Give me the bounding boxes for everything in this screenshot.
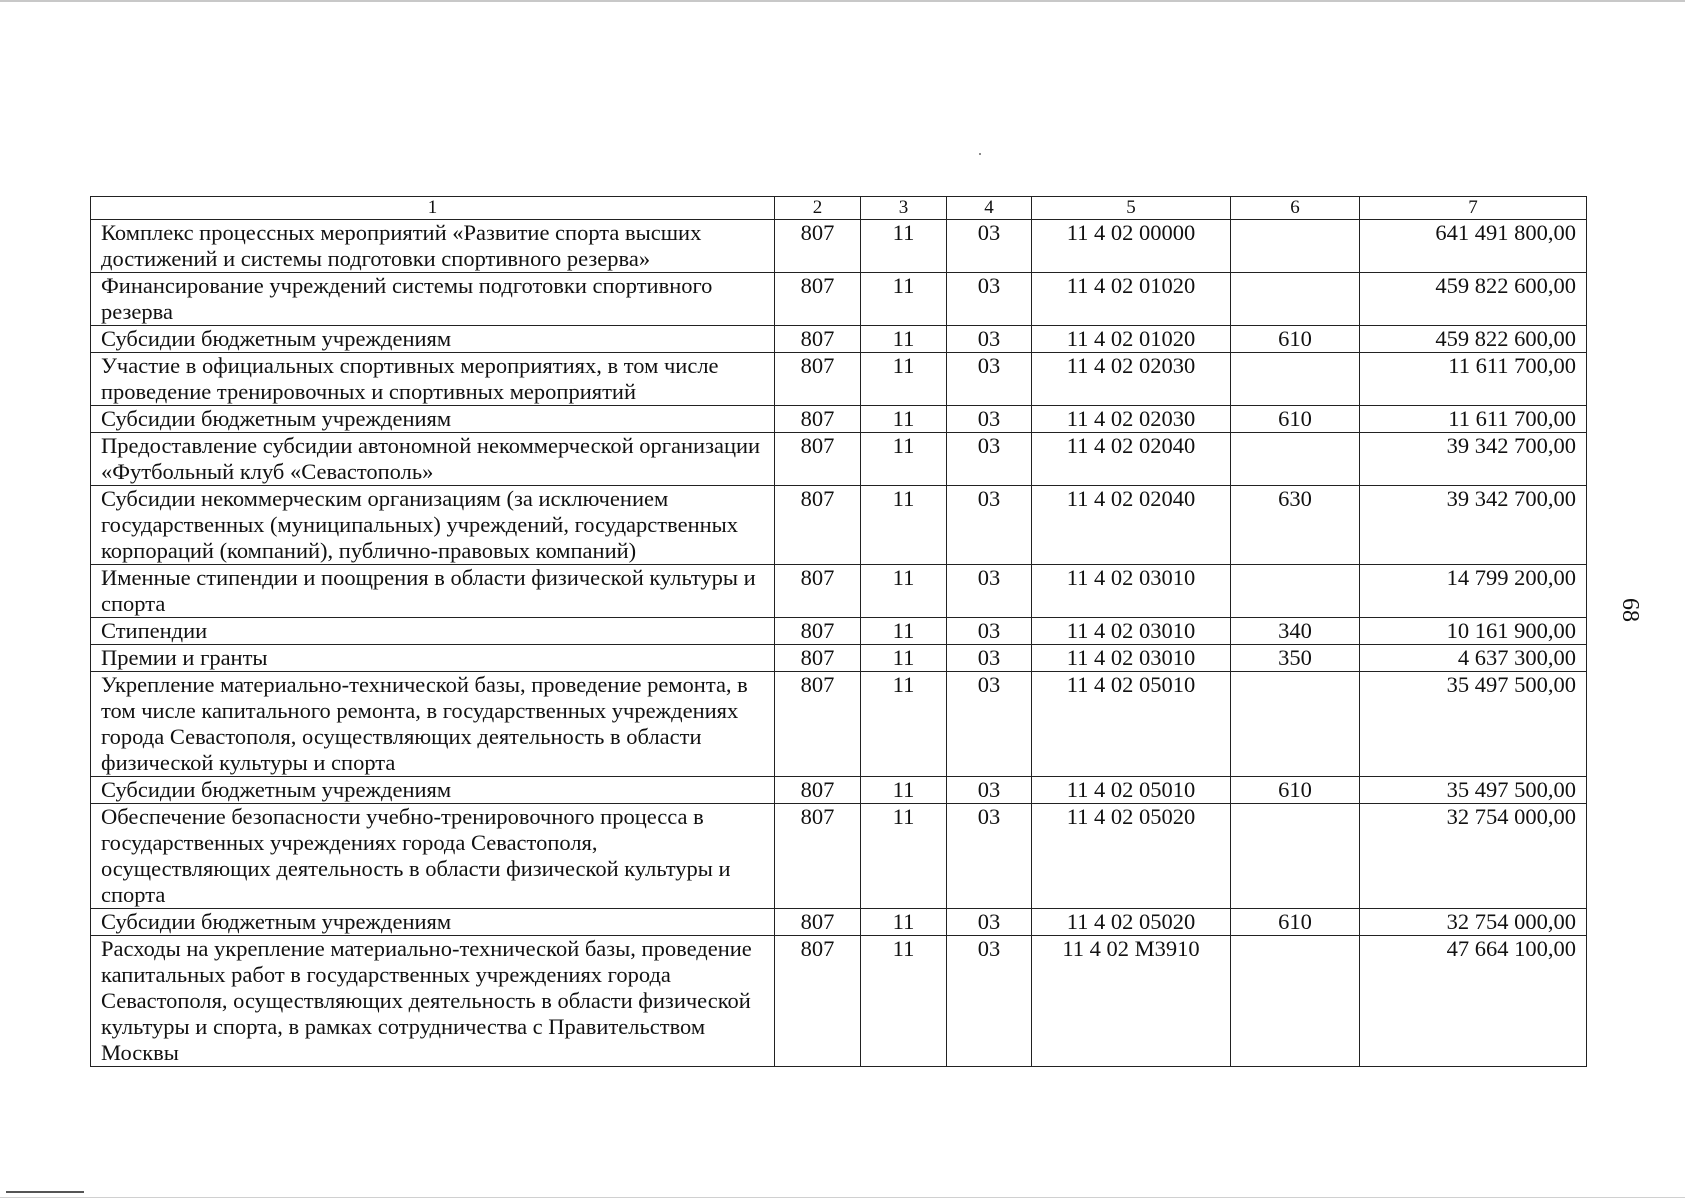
subsection-cell: 03 xyxy=(947,273,1032,326)
table-row xyxy=(91,220,1587,273)
expense-type-cell: 630 xyxy=(1231,486,1360,565)
expense-type-cell: 610 xyxy=(1231,909,1360,936)
ministry-code-cell: 807 xyxy=(775,433,861,486)
description-cell: Субсидии бюджетным учреждениям xyxy=(91,406,775,433)
target-article-cell: 11 4 02 05010 xyxy=(1032,777,1231,804)
amount-cell: 35 497 500,00 xyxy=(1360,777,1587,804)
description-cell: Участие в официальных спортивных мероприятиях, в том числе проведение тренировочных и спортивных мероприятий xyxy=(91,353,775,406)
table-row xyxy=(91,353,1587,406)
expense-type-cell: 610 xyxy=(1231,406,1360,433)
expense-type-cell: 610 xyxy=(1231,777,1360,804)
section-cell: 11 xyxy=(861,406,947,433)
subsection-cell: 03 xyxy=(947,326,1032,353)
amount-cell: 39 342 700,00 xyxy=(1360,433,1587,486)
description-cell: Субсидии бюджетным учреждениям xyxy=(91,326,775,353)
section-cell: 11 xyxy=(861,353,947,406)
subsection-cell: 03 xyxy=(947,777,1032,804)
target-article-cell: 11 4 02 02040 xyxy=(1032,486,1231,565)
table-row xyxy=(91,618,1587,645)
expense-type-cell xyxy=(1231,353,1360,406)
subsection-cell: 03 xyxy=(947,936,1032,1067)
description-cell: Обеспечение безопасности учебно-тренировочного процесса в государственных учреждениях города Севастополя, осуществляющих деятельность в области физической культуры и спорта xyxy=(91,804,775,909)
table-row xyxy=(91,565,1587,618)
amount-cell: 32 754 000,00 xyxy=(1360,804,1587,909)
description-cell: Финансирование учреждений системы подготовки спортивного резерва xyxy=(91,273,775,326)
section-cell: 11 xyxy=(861,936,947,1067)
ministry-code-cell: 807 xyxy=(775,804,861,909)
description-cell: Субсидии бюджетным учреждениям xyxy=(91,777,775,804)
subsection-cell: 03 xyxy=(947,220,1032,273)
section-cell: 11 xyxy=(861,486,947,565)
target-article-cell: 11 4 02 05020 xyxy=(1032,909,1231,936)
page-top-border xyxy=(0,0,1685,2)
expense-type-cell xyxy=(1231,433,1360,486)
budget-table xyxy=(90,196,1587,1067)
description-cell: Комплекс процессных мероприятий «Развитие спорта высших достижений и системы подготовки спортивного резерва» xyxy=(91,220,775,273)
ministry-code-cell: 807 xyxy=(775,406,861,433)
table-row xyxy=(91,326,1587,353)
description-cell: Стипендии xyxy=(91,618,775,645)
subsection-cell: 03 xyxy=(947,406,1032,433)
subsection-cell: 03 xyxy=(947,486,1032,565)
target-article-cell: 11 4 02 03010 xyxy=(1032,565,1231,618)
target-article-cell: 11 4 02 02030 xyxy=(1032,406,1231,433)
header-row xyxy=(91,197,1587,220)
section-cell: 11 xyxy=(861,672,947,777)
table-row xyxy=(91,804,1587,909)
scan-speck xyxy=(979,153,981,155)
subsection-cell: 03 xyxy=(947,804,1032,909)
subsection-cell: 03 xyxy=(947,672,1032,777)
expense-type-cell xyxy=(1231,565,1360,618)
ministry-code-cell: 807 xyxy=(775,565,861,618)
column-header-2: 2 xyxy=(775,197,861,220)
subsection-cell: 03 xyxy=(947,645,1032,672)
column-header-5: 5 xyxy=(1032,197,1231,220)
expense-type-cell xyxy=(1231,672,1360,777)
expense-type-cell: 340 xyxy=(1231,618,1360,645)
ministry-code-cell: 807 xyxy=(775,353,861,406)
target-article-cell: 11 4 02 M3910 xyxy=(1032,936,1231,1067)
table-row xyxy=(91,406,1587,433)
section-cell: 11 xyxy=(861,433,947,486)
column-header-7: 7 xyxy=(1360,197,1587,220)
section-cell: 11 xyxy=(861,326,947,353)
section-cell: 11 xyxy=(861,777,947,804)
subsection-cell: 03 xyxy=(947,433,1032,486)
description-cell: Укрепление материально-технической базы, проведение ремонта, в том числе капитального ремонта, в государственных учреждениях города Севастополя, осуществляющих деятельность в области физической культуры и спорта xyxy=(91,672,775,777)
ministry-code-cell: 807 xyxy=(775,273,861,326)
target-article-cell: 11 4 02 03010 xyxy=(1032,618,1231,645)
target-article-cell: 11 4 02 03010 xyxy=(1032,645,1231,672)
page-number: 68 xyxy=(1617,598,1643,622)
amount-cell: 11 611 700,00 xyxy=(1360,353,1587,406)
ministry-code-cell: 807 xyxy=(775,220,861,273)
amount-cell: 459 822 600,00 xyxy=(1360,273,1587,326)
subsection-cell: 03 xyxy=(947,565,1032,618)
amount-cell: 10 161 900,00 xyxy=(1360,618,1587,645)
section-cell: 11 xyxy=(861,909,947,936)
amount-cell: 39 342 700,00 xyxy=(1360,486,1587,565)
expense-type-cell: 610 xyxy=(1231,326,1360,353)
subsection-cell: 03 xyxy=(947,909,1032,936)
description-cell: Предоставление субсидии автономной некоммерческой организации «Футбольный клуб «Севастополь» xyxy=(91,433,775,486)
section-cell: 11 xyxy=(861,645,947,672)
ministry-code-cell: 807 xyxy=(775,645,861,672)
section-cell: 11 xyxy=(861,618,947,645)
description-cell: Расходы на укрепление материально-технической базы, проведение капитальных работ в государственных учреждениях города Севастополя, осуществляющих деятельность в области физической культуры и спорта, в рамках сотрудничества с Правительством Москвы xyxy=(91,936,775,1067)
ministry-code-cell: 807 xyxy=(775,486,861,565)
target-article-cell: 11 4 02 05020 xyxy=(1032,804,1231,909)
amount-cell: 11 611 700,00 xyxy=(1360,406,1587,433)
amount-cell: 35 497 500,00 xyxy=(1360,672,1587,777)
amount-cell: 4 637 300,00 xyxy=(1360,645,1587,672)
amount-cell: 14 799 200,00 xyxy=(1360,565,1587,618)
expense-type-cell xyxy=(1231,220,1360,273)
description-cell: Именные стипендии и поощрения в области физической культуры и спорта xyxy=(91,565,775,618)
expense-type-cell xyxy=(1231,273,1360,326)
expense-type-cell xyxy=(1231,804,1360,909)
column-header-1: 1 xyxy=(91,197,775,220)
table-row xyxy=(91,273,1587,326)
ministry-code-cell: 807 xyxy=(775,777,861,804)
ministry-code-cell: 807 xyxy=(775,672,861,777)
amount-cell: 32 754 000,00 xyxy=(1360,909,1587,936)
table-row xyxy=(91,645,1587,672)
ministry-code-cell: 807 xyxy=(775,618,861,645)
description-cell: Субсидии некоммерческим организациям (за исключением государственных (муниципальных) учреждений, государственных корпораций (компаний), публично-правовых компаний) xyxy=(91,486,775,565)
ministry-code-cell: 807 xyxy=(775,909,861,936)
table-body xyxy=(91,197,1587,1067)
expense-type-cell xyxy=(1231,936,1360,1067)
description-cell: Субсидии бюджетным учреждениям xyxy=(91,909,775,936)
column-header-4: 4 xyxy=(947,197,1032,220)
target-article-cell: 11 4 02 05010 xyxy=(1032,672,1231,777)
section-cell: 11 xyxy=(861,565,947,618)
expense-type-cell: 350 xyxy=(1231,645,1360,672)
target-article-cell: 11 4 02 02040 xyxy=(1032,433,1231,486)
target-article-cell: 11 4 02 02030 xyxy=(1032,353,1231,406)
column-header-6: 6 xyxy=(1231,197,1360,220)
target-article-cell: 11 4 02 01020 xyxy=(1032,273,1231,326)
section-cell: 11 xyxy=(861,804,947,909)
column-header-3: 3 xyxy=(861,197,947,220)
section-cell: 11 xyxy=(861,273,947,326)
amount-cell: 641 491 800,00 xyxy=(1360,220,1587,273)
description-cell: Премии и гранты xyxy=(91,645,775,672)
subsection-cell: 03 xyxy=(947,618,1032,645)
amount-cell: 459 822 600,00 xyxy=(1360,326,1587,353)
target-article-cell: 11 4 02 00000 xyxy=(1032,220,1231,273)
table-row xyxy=(91,909,1587,936)
subsection-cell: 03 xyxy=(947,353,1032,406)
table-row xyxy=(91,777,1587,804)
target-article-cell: 11 4 02 01020 xyxy=(1032,326,1231,353)
page-bottom-border xyxy=(0,1197,1685,1198)
table-row xyxy=(91,672,1587,777)
table-row xyxy=(91,433,1587,486)
table-row xyxy=(91,936,1587,1067)
ministry-code-cell: 807 xyxy=(775,326,861,353)
table-row xyxy=(91,486,1587,565)
page-bottom-mark xyxy=(6,1191,84,1193)
section-cell: 11 xyxy=(861,220,947,273)
amount-cell: 47 664 100,00 xyxy=(1360,936,1587,1067)
ministry-code-cell: 807 xyxy=(775,936,861,1067)
